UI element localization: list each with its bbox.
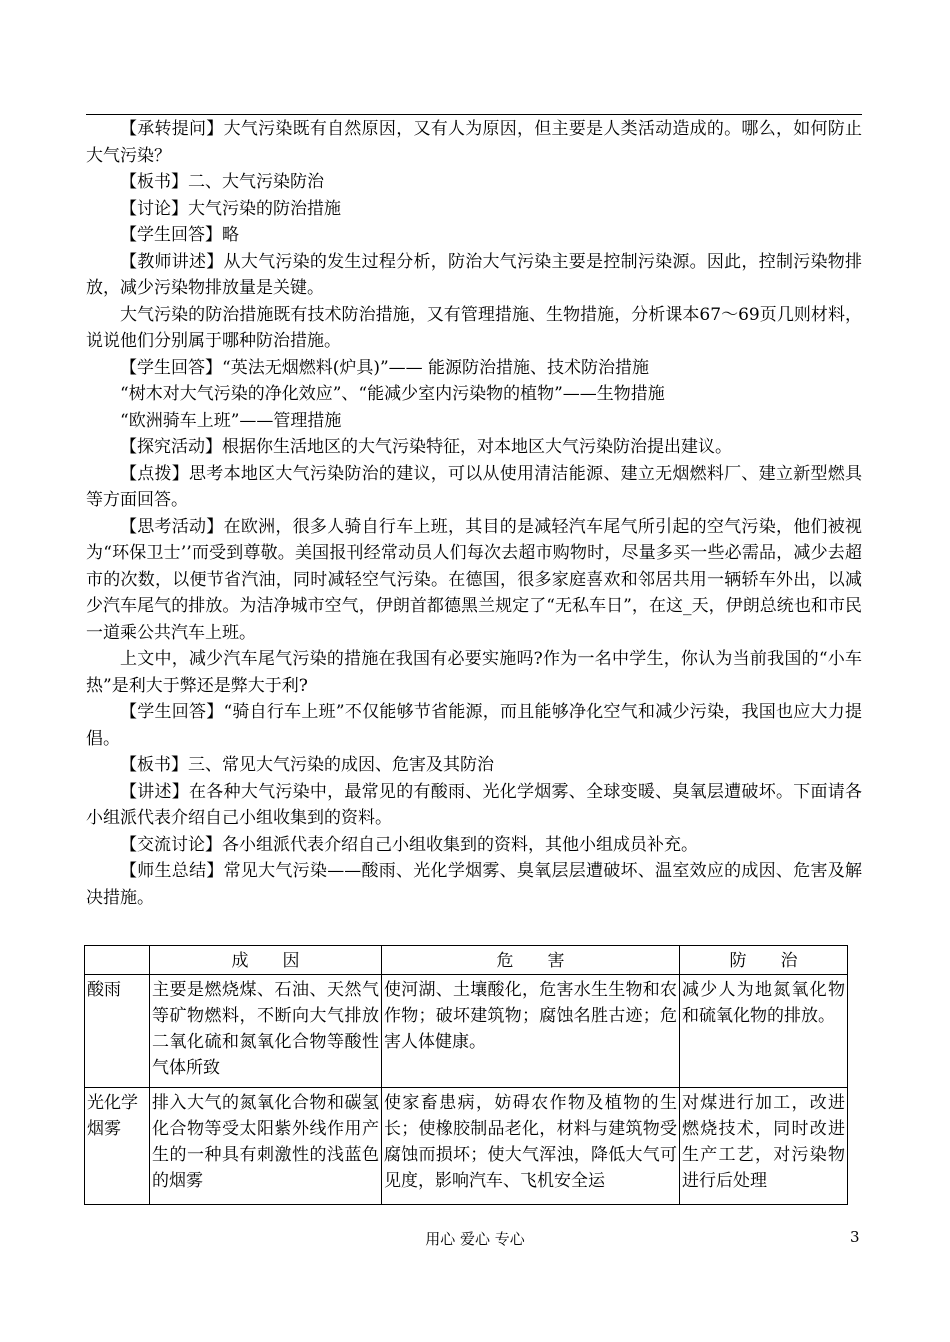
paragraph-discussion: 【讨论】大气污染的防治措施	[120, 198, 341, 219]
row-name-text: 光化学烟雾	[87, 1093, 138, 1139]
paragraph-inquiry-activity: 【探究活动】根据你生活地区的大气污染特征，对本地区大气污染防治提出建议。	[120, 437, 732, 457]
paragraph-thinking-activity: 【思考活动】在欧洲，很多人骑自行车上班，其目的是减轻汽车尾气所引起的空气污染，他们被视为“环保卫士’’而受到尊敬。美国报刊经常动员人们每次去超市购物时，尽量多买一些必需品，减少去超市的次数，以便节省汽油，同时减轻空气污染。在德国，很多家庭喜欢和邻居共用一辆轿车外出，以减少汽车尾气的排放。为洁净城市空气，伊朗首都德黑兰规定了“无私车日”，在这_天，伊朗总统也和市民一道乘公共汽车上班。	[86, 516, 862, 643]
row-name: 酸雨	[85, 975, 150, 1088]
page-number: 3	[850, 1228, 860, 1246]
paragraph-question: 上文中，减少汽车尾气污染的措施在我国有必要实施吗?作为一名中学生，你认为当前我国的“小车热”是利大于弊还是弊大于利?	[86, 649, 862, 696]
row-cause	[150, 1088, 382, 1205]
paragraph-transition-question: 【承转提问】大气污染既有自然原因，又有人为原因，但主要是人类活动造成的。哪么，如何防止大气污染？	[86, 119, 862, 166]
paragraph-lecture: 【讲述】在各种大气污染中，最常见的有酸雨、光化学烟雾、全球变暖、臭氧层遭破坏。下面请各小组派代表介绍自己小组收集到的资料。	[86, 781, 862, 828]
footer-motto: 用心 爱心 专心	[425, 1230, 525, 1248]
header-rule	[86, 114, 862, 115]
paragraph-hint: 【点拨】思考本地区大气污染防治的建议，可以从使用清洁能源、建立无烟燃料厂、建立新型燃具等方面回答。	[86, 463, 862, 510]
row-cause-text: 排入大气的氮氧化合物和碳氢化合物等受太阳紫外线作用产生的一种具有刺激性的浅蓝色的烟雾	[152, 1093, 379, 1191]
table-row	[85, 1088, 848, 1205]
header-type	[85, 946, 150, 975]
row-prevention: 减少人为地氮氧化物和硫氧化物的排放。	[680, 975, 848, 1088]
row-name	[85, 1088, 150, 1205]
paragraph-bio-measures: “树木对大气污染的净化效应”、“能减少室内污染物的植物”——生物措施	[120, 384, 665, 404]
paragraph-board-3: 【板书】三、常见大气污染的成因、危害及其防治	[120, 755, 494, 775]
paragraph-summary: 【师生总结】常见大气污染——酸雨、光化学烟雾、臭氧层层遭破坏、温室效应的成因、危害及解决措施。	[86, 861, 862, 908]
table-header-row	[85, 946, 848, 975]
row-prevention-text: 对煤进行加工，改进燃烧技术，同时改进生产工艺，对污染物进行后处理	[682, 1093, 845, 1191]
paragraph-teacher-lecture: 【教师讲述】从大气污染的发生过程分析，防治大气污染主要是控制污染源。因此，控制污染物排放，减少污染物排放量是关键。	[86, 251, 862, 298]
paragraph-student-answer-3: 【学生回答】“骑自行车上班”不仅能够节省能源，而且能够净化空气和减少污染，我国也应大力提倡。	[86, 702, 862, 749]
header-harm: 危 害	[382, 946, 680, 975]
paragraph-measures: 大气污染的防治措施既有技术防治措施，又有管理措施、生物措施，分析课本67～69页几则材料，说说他们分别属于哪种防治措施。	[86, 304, 862, 351]
paragraph-student-answer-1: 【学生回答】略	[120, 225, 239, 245]
document-body	[86, 116, 862, 911]
table-row	[85, 975, 848, 1088]
paragraph-management-measures: “欧洲骑车上班”——管理措施	[120, 410, 342, 431]
header-cause: 成 因	[150, 946, 382, 975]
row-harm	[382, 1088, 680, 1205]
row-harm: 使河湖、土壤酸化，危害水生生物和农作物；破坏建筑物；腐蚀名胜古迹；危害人体健康。	[382, 975, 680, 1088]
paragraph-board-2: 【板书】二、大气污染防治	[120, 172, 324, 192]
row-cause: 主要是燃烧煤、石油、天然气等矿物燃料，不断向大气排放二氧化硫和氮氧化合物等酸性气体所致	[150, 975, 382, 1088]
row-harm-text: 使家畜患病，妨碍农作物及植物的生长；使橡胶制品老化，材料与建筑物受腐蚀而损坏；使大气浑浊，降低大气可见度，影响汽车、飞机安全运	[384, 1093, 677, 1191]
header-prevention: 防 治	[680, 946, 848, 975]
paragraph-exchange-discussion: 【交流讨论】各小组派代表介绍自己小组收集到的资料，其他小组成员补充。	[120, 834, 698, 855]
row-prevention	[680, 1088, 848, 1205]
paragraph-student-answer-2: 【学生回答】“英法无烟燃料(炉具)”—— 能源防治措施、技术防治措施	[120, 357, 650, 378]
pollution-table	[84, 945, 848, 1205]
